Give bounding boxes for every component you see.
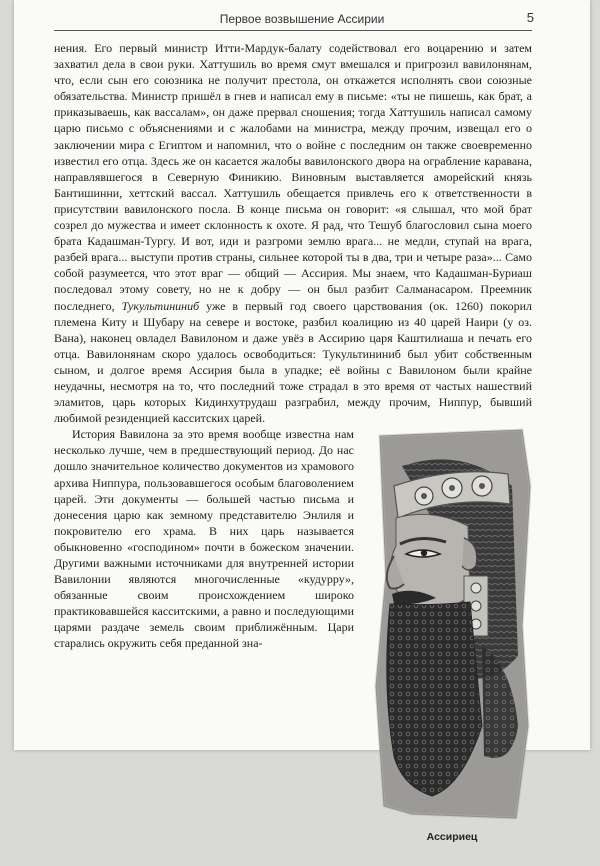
header-divider <box>54 30 532 31</box>
assyrian-relief-portrait-icon <box>372 426 532 821</box>
body-text <box>54 40 532 866</box>
figure-block <box>362 426 532 866</box>
book-page <box>14 0 590 844</box>
paragraph-1-text: нения. Его первый министр Итти-Мардук-балату содействовал его воцарению и затем захватил дела в свои руки. Хаттушиль во время смут вмешался и пригрозил вавилонянам, что, если сын его союзника не получит престола, он откажется исполнять свои союзные обязательства. Министр пришёл в гнев и написал ему в письме: «ты не пишешь, как брат, а приказываешь, как вассалам», он даже прервал сношения; тогда Хаттушиль написал самому царю письмо с объяснениями и с жалобами на министра, между прочим, извещал его о заключении мира с Египтом и напомнил, что о войне с последним он также своевременно известил его отца. Здесь же он касается жалобы вавилонского двора на ограбление каравана, направлявшегося в Северную Финикию. Виновным выставляется аморейский князь Бантишинни, хеттский вассал. Хаттушиль обещается привлечь его к ответственности в присутствии вавилонского посла. В конце письма он говорит: «я слышал, что мой брат созрел до мужества и имеет склонность к охоте. Я рад, что Тешуб благословил сына моего брата Кадашман-Тургу. И вот, иди и разгроми землю врага... не медли, ступай на врага, разбей врага... выступи против страны, сильнее которой ты в два, три и четыре раза»... Само собой разумеется, что этот враг — общий — Ассирия. Мы знаем, что Кадашман-Буриаш последовал этому совету, но не к добру — он был разбит Салманасаром. Преемник последнего, <box>54 41 532 313</box>
paragraph-2: История Вавилона за это время вообще известна нам несколько лучше, чем в предшествующий период. До нас дошло значительное количество документов из храмового архива Ниппура, пользовавшегося особым благоволением царей. Эти документы — большей частью письма и донесения царю как земному представителю Энлиля и покровителю его храма. В них царь называется обыкновенно «господином» почти в божеском значении. Другими важными источниками для внутренней истории Вавилонии являются многочисленные «кудурру», обязанные своим происхождением широко практиковавшейся касситскими, а равно и последующими царями раздаче земель своим приближённым. Цари старались окружить себя преданной зна- <box>54 427 354 651</box>
italic-name-tukultininib: Тукультининиб <box>121 298 200 313</box>
paragraph-1-continuation: уже в первый год своего царствования (ок. 1260) покорил племена Киту и Шубару на севере и востоке, разбил коалицию из 40 царей Наири (у оз. Вана), наконец овладел Вавилоном и даже увёз в Ассирию царя Каштилиаша и печать его отца. Вавилонянам скоро удалось освободиться: Тукультининиб был убит собственным сыном, и долгое время Ассирия была в упадке; её войны с Вавилоном были крайне неудачны, несмотря на то, что последний тоже страдал в это время от частых нашествий эламитов, царь которых Кидинхутрудаш разграбил, между прочим, Ниппур, бывший любимой резиденцией касситских царей. <box>54 298 533 426</box>
running-header-title: Первое возвышение Ассирии <box>219 12 385 26</box>
page-number: 5 <box>526 10 534 25</box>
figure-caption: Ассириец <box>426 831 478 844</box>
paragraph-1 <box>54 40 532 426</box>
